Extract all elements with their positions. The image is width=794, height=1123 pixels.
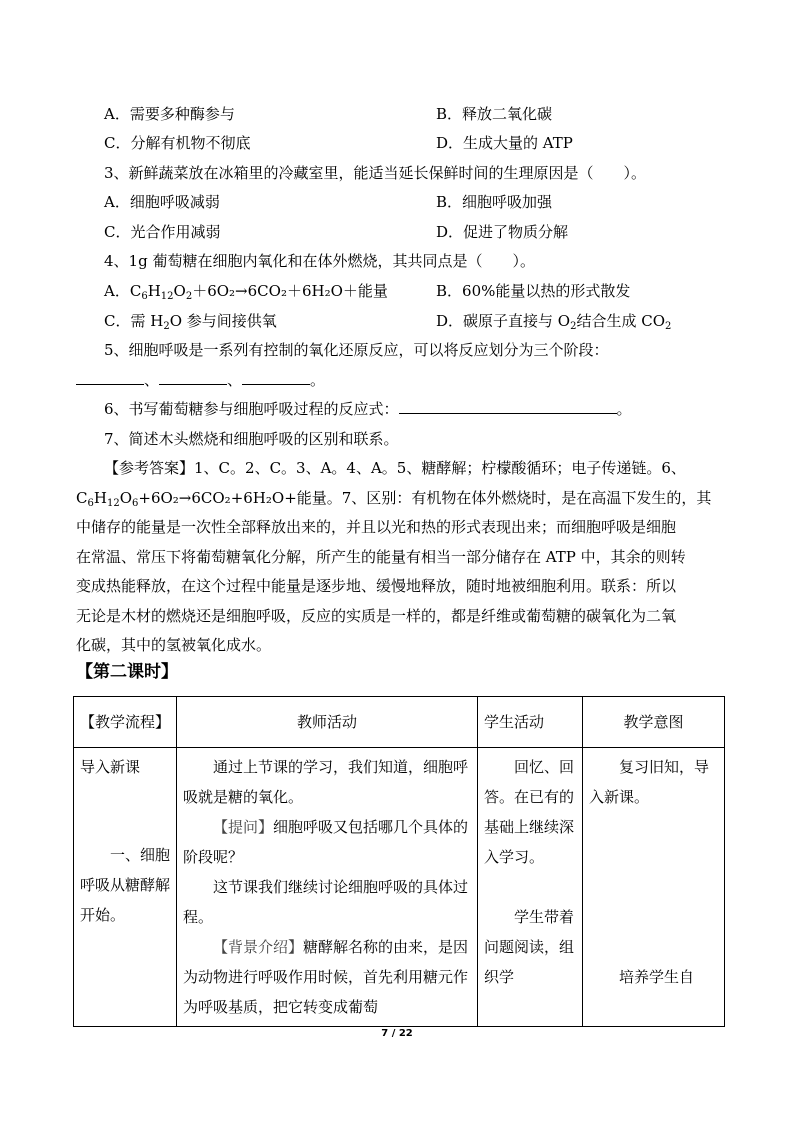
section-heading: 【第二课时】 (76, 662, 178, 682)
q5-end: 。 (310, 371, 326, 389)
teacher-p4-text: 糖酵解名称的由来，是因为动物进行呼吸作用时候，首先利用糖元作为呼吸基质，把它转变成葡萄 (183, 938, 469, 1016)
q3-option-d: D．促进了物质分解 (436, 223, 569, 241)
q4-stem: 4、1g 葡萄糖在细胞内氧化和在体外燃烧，其共同点是（ ）。 (104, 252, 535, 270)
q3-option-c: C．光合作用减弱 (104, 223, 221, 241)
teacher-p3: 这节课我们继续讨论细胞呼吸的具体过程。 (183, 878, 469, 926)
lesson-table (73, 696, 725, 1027)
table-header-row (74, 697, 725, 748)
student-p1: 回忆、回答。在已有的基础上继续深入学习。 (484, 758, 575, 866)
teacher-p2 (183, 812, 471, 872)
header-student: 学生活动 (478, 697, 583, 748)
q3-option-a: A．细胞呼吸减弱 (104, 193, 220, 211)
q5-blanks (76, 370, 325, 390)
student-p2: 学生带着问题阅读，组织学 (484, 908, 575, 986)
answer-line-3: 中储存的能量是一次性全部释放出来的，并且以光和热的形式表现出来；而细胞呼吸是细胞 (76, 518, 677, 536)
cell-student (478, 748, 583, 1027)
q7-stem: 7、简述木头燃烧和细胞呼吸的区别和联系。 (104, 430, 399, 448)
q4-option-d: D．碳原子直接与 $O_2$结合生成 $CO_2$ (436, 312, 672, 332)
q3-stem: 3、新鲜蔬菜放在冰箱里的冷藏室里，能适当延长保鲜时间的生理原因是（ ）。 (104, 164, 647, 182)
teacher-p2-label: 【提问】 (213, 818, 274, 836)
answer-text-1: 1、C。2、C。3、A。4、A。5、糖酵解；柠檬酸循环；电子传递链。6、 (194, 459, 686, 477)
q4-option-d-prefix: D．碳原子直接与 O (436, 312, 571, 330)
q4-option-c: C．需 $H_2O$ 参与间接供氧 (104, 312, 277, 332)
q4-option-c-rest: O 参与间接供氧 (169, 312, 277, 330)
q5-blank-1 (76, 370, 144, 385)
q6-line (104, 399, 632, 419)
answer-line-2-rest: +6O₂→6CO₂+6H₂O+能量。7、区别：有机物在体外燃烧时，是在高温下发生的，其 (138, 489, 712, 507)
answer-line-4: 在常温、常压下将葡萄糖氧化分解，所产生的能量有相当一部分储存在 ATP 中，其余的则转 (76, 548, 686, 566)
q5-sep-2: 、 (227, 371, 243, 389)
q5-blank-3 (242, 370, 310, 385)
intent-p1: 复习旧知，导入新课。 (589, 758, 710, 806)
answer-line-7: 化碳，其中的氢被氧化成水。 (76, 636, 272, 654)
q4-option-a-prefix: A．C (104, 282, 142, 300)
q4-option-d-mid: 结合生成 CO (576, 312, 666, 330)
q2-option-a: A．需要多种酶参与 (104, 105, 235, 123)
teacher-p1: 通过上节课的学习，我们知道，细胞呼吸就是糖的氧化。 (183, 758, 469, 806)
intent-p2: 培养学生自 (619, 968, 695, 986)
q2-option-d: D．生成大量的 ATP (436, 134, 573, 152)
q4-option-a: A．$C_6H_{12}O_2+6O_2\to 6CO_2+6H_2O+$能量 (104, 282, 388, 302)
header-intent: 教学意图 (583, 697, 725, 748)
teacher-p4-label: 【背景介绍】 (213, 938, 304, 956)
q6-stem: 6、书写葡萄糖参与细胞呼吸过程的反应式： (104, 400, 399, 418)
header-teacher: 教师活动 (177, 697, 478, 748)
cell-teacher (177, 748, 478, 1027)
q5-sep-1: 、 (144, 371, 160, 389)
flow-step-1: 一、细胞呼吸从糖酵解开始。 (80, 846, 171, 924)
q5-stem: 5、细胞呼吸是一系列有控制的氧化还原反应，可以将反应划分为三个阶段： (104, 341, 609, 359)
header-flow: 【教学流程】 (74, 697, 177, 748)
teacher-p4 (183, 932, 471, 1022)
answer-line-6: 无论是木材的燃烧还是细胞呼吸，反应的实质是一样的，都是纤维或葡萄糖的碳氧化为二氧 (76, 607, 677, 625)
q4-option-c-prefix: C．需 H (104, 312, 164, 330)
cell-flow (74, 748, 177, 1027)
q4-option-b: B．60%能量以热的形式散发 (436, 282, 631, 300)
flow-intro: 导入新课 (80, 758, 141, 776)
answer-line-2: $C_6H_{12}O_6+6O_2\to 6CO_2+6H_2O+$能量。7、区别：有机物在体外燃烧时，是在高温下发生的，其 (76, 489, 712, 509)
q3-option-b: B．细胞呼吸加强 (436, 193, 553, 211)
teacher-p2-text: 细胞呼吸又包括哪几个具体的阶段呢？ (183, 818, 469, 866)
page-number: 7 / 22 (381, 1028, 413, 1039)
q5-blank-2 (159, 370, 227, 385)
answer-line-5: 变成热能释放，在这个过程中能量是逐步地、缓慢地释放，随时地被细胞利用。联系：所以 (76, 577, 677, 595)
table-row (74, 748, 725, 1027)
q4-option-a-rest: ＋6O₂→6CO₂＋6H₂O＋能量 (192, 282, 388, 300)
answer-label: 【参考答案】 (104, 459, 195, 477)
q2-option-c: C．分解有机物不彻底 (104, 134, 251, 152)
answer-line-1 (104, 458, 686, 478)
cell-intent (583, 748, 725, 1027)
q6-end: 。 (616, 400, 632, 418)
answer-line-2-prefix: C (76, 489, 88, 507)
q2-option-b: B．释放二氧化碳 (436, 105, 553, 123)
q6-blank (399, 399, 617, 414)
